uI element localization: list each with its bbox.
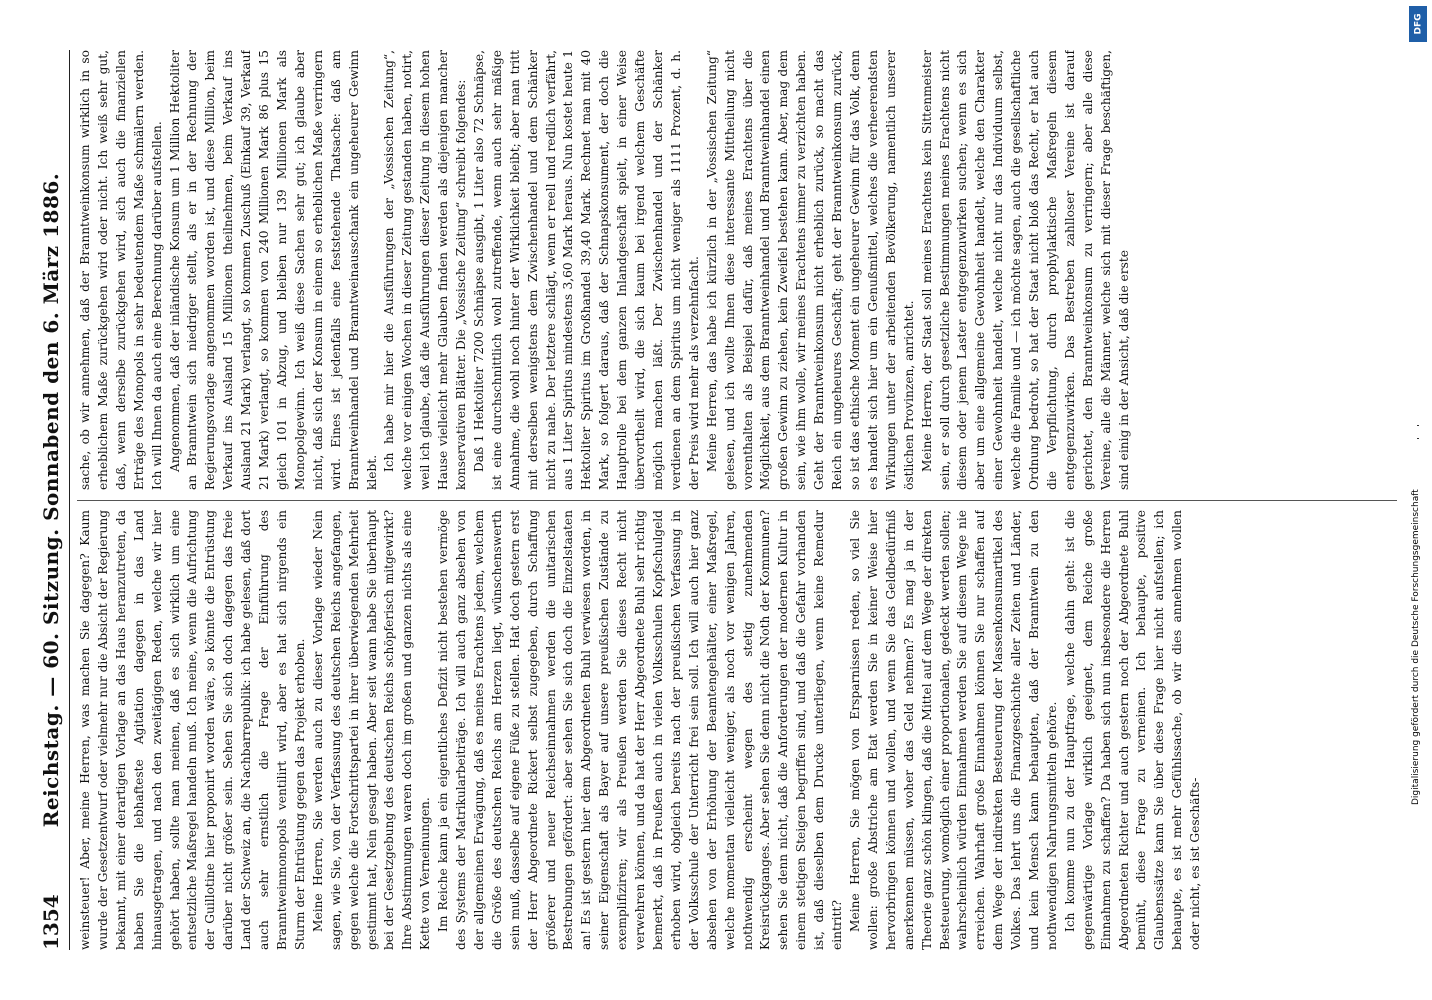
page-title: Reichstag. — 60. Sitzung. Sonnabend den 6. März 1886. (39, 172, 63, 828)
paragraph: Angenommen, daß der inländische Konsum um 1 Million Hektoliter an Branntwein sich niedriger stellt, als er in der Rechnung der Regierungsvorlage angenommen worden ist, und diese Million, beim Verkauf ins Ausland 15 Millionen theilnehmen, beim Verkauf ins Ausland 21 Mark) verlangt, so kommen Zuschuß (Einkauf 39, Verkauf 21 Mark) verlangt, so kommen von 240 Millionen Mark 86 plus 15 gleich 101 in Abzug, und bleiben nur 139 Millionen Mark als Monopolgewinn. Ich weiß diese Sachen sehr gut; ich glaube aber nicht, daß sich der Konsum in einem so erheblichen Maße verringern wird. Eines ist jedenfalls eine feststehende Thatsache: daß am Branntweinhandel und Branntweinausschank ein ungeheurer Gewinn klebt. (167, 50, 379, 490)
paragraph: Meine Herren, Sie werden auch zu dieser Vorlage wieder Nein sagen, wie Sie, von der Verfassung des deutschen Reichs angefangen, gegen welche die Fortschrittspartei in ihrer überwiegenden Mehrheit gestimmt hat, Nein gesagt haben. Aber seit wann habe Sie überhaupt bei der Gesetzgebung des deutschen Reichs schöpferisch mitgewirkt? Ihre Abstimmungen waren doch im großen und ganzen nichts als eine Kette von Verneinungen. (310, 510, 433, 950)
text-columns (77, 50, 1397, 950)
paragraph: weinsteuer! Aber, meine Herren, was machen Sie dagegen? Kaum wurde der Gesetzentwurf oder vielmehr nur die Absicht der Regierung bekannt, mit einer derartigen Vorlage an das Haus heranzutreten, da haben Sie die lebhafteste Agitation dagegen in das Land hinausgetragen, und nach den zweitägigen Reden, welche wir hier gehört haben, sollte man meinen, daß es sich wirklich um eine entsetzliche Maßregel handeln muß. Ich meine, wenn die Aufrichtung der Guillotine hier proponirt worden wäre, so könnte die Entrüstung darüber nicht größer sein. Sehen Sie sich doch dagegen das freie Land der Schweiz an, die Nachbarrepublik: ich habe gelesen, daß dort auch sehr ernstlich die Frage der Einführung des Branntweinmonopols ventilirt wird, aber es hat sich nirgends ein Sturm der Entrüstung gegen das Projekt erhoben. (78, 510, 307, 950)
page-number: 1354 (39, 894, 63, 950)
digitization-credit: Digitalisierung gefördert durch die Deutsche Forschungsgemeinschaft (1411, 489, 1421, 805)
left-column (77, 510, 1397, 950)
paragraph: Meine Herren, Sie mögen von Ersparnissen reden, so viel Sie wollen: große Abstriche am Etat werden Sie in keiner Weise hier hervorbringen können und wollen, und wenn Sie das Geldbedürfniß anerkennen müssen, woher das Geld nehmen? Es mag ja in der Theorie ganz schön klingen, daß die Mittel auf dem Wege der direkten Besteuerung, womöglich einer proportionalen, gedeckt werden sollen; wahrscheinlich würden Einnahmen werden Sie auf diesem Wege nie erreichen. Wahrhaft große Einnahmen können Sie nur schaffen auf dem Wege der indirekten Besteuerung der Massenkonsumartikel des Volkes. Das lehrt uns die Finanzgeschichte aller Zeiten und Länder, und kein Mensch kann behaupten, daß der Branntwein zu den nothwendigen Nahrungsmitteln gehöre. (847, 510, 1059, 950)
paragraph: Im Reiche kann ja ein eigentliches Defizit nicht bestehen vermöge des Systems der Matrikularbeiträge. Ich will auch ganz absehen von der allgemeinen Erwägung, daß es meines Erachtens jedem, welchem die Größe des deutschen Reichs am Herzen liegt, wünschenswerth sein muß, dasselbe auf eigene Füße zu stellen. Hat doch gestern erst der Herr Abgeordnete Rickert selbst zugegeben, durch Schaffung größerer und neuer Reichseinnahmen werden die unitarischen Bestrebungen gefördert: aber sehen Sie sich doch die Einzelstaaten an! Es ist gestern hier dem Abgeordneten Buhl verwiesen worden, in seiner Eigenschaft als Bayer auf unsere preußischen Zustände zu exemplifiziren; wir als Preußen werden Sie dieses Recht nicht verwehren können, und da hat der Herr Abgeordnete Buhl sehr richtig bemerkt, daß in Preußen auch in vielen Volksschulen Kopfschulgeld erhoben wird, obgleich bereits nach der preußischen Verfassung in der Volksschule der Unterricht frei sein soll. Ich will auch hier ganz absehen von der Erhöhung der Beamtengehälter, einer Maßregel, welche momentan vielleicht weniger, als noch vor wenigen Jahren, nothwendig erscheint wegen des stetig zunehmenden Kreisrückganges. Aber sehen Sie denn nicht die Noth der Kommunen? sehen Sie denn nicht, daß die Anforderungen der modernen Kultur in einem stetigen Steigen begriffen sind, und daß die Gefahr vorhanden ist, daß dieselben dem Drucke unterliegen, wenn keine Remedur eintritt? (436, 510, 845, 950)
paragraph: Daß 1 Hektoliter 7200 Schnäpse ausgibt, 1 Liter also 72 Schnäpse, ist eine durchschnittlich wohl zutreffende, wenn auch sehr mäßige Annahme, die wohl noch hinter der Wirklichkeit bleibt; aber man tritt mit derselben wenigstens dem Zwischenhandel und dem Schänker nicht zu nahe. Der letztere schlägt, wenn er reell und redlich verfährt, aus 1 Liter Spiritus mindestens 3,60 Mark heraus. Nun kostet heute 1 Hektoliter Spiritus im Großhandel 39,40 Mark. Rechnet man mit 40 Mark, so folgert daraus, daß der Schnapskonsument, der doch die Hauptrolle bei dem ganzen Inlandgeschäft spielt, in einer Weise übervortheilt wird, die sich kaum bei irgend welchem Geschäfte möglich machen läßt. Der Zwischenhandel und der Schänker verdienen an dem Spiritus um nicht weniger als 1111 Prozent, d. h. der Preis wird mehr als verzehnfacht. (471, 50, 701, 490)
right-column (77, 50, 1397, 490)
dfg-logo (1409, 6, 1427, 42)
page-header (35, 50, 70, 950)
digitization-credit-strip (1404, 0, 1428, 1000)
rotated-newspaper-page (21, 30, 1411, 970)
paragraph: Meine Herren, das habe ich kürzlich in der „Vossischen Zeitung“ gelesen, und ich wollte Ihnen diese interessante Mittheilung nicht vorenthalten als Beispiel dafür, daß meines Erachtens über die Möglichkeit, aus dem Branntweinhandel und Branntweinhandel einen großen Gewinn zu ziehen, kein Zweifel bestehen kann. Aber, mag dem sein, wie ihm wolle, wir meines Erachtens immer zu verzichten haben. Geht der Branntweinkonsum nicht erheblich zurück, so macht das Reich ein ungeheures Geschäft; geht der Branntweinkonsum zurück, so ist das ethische Moment ein ungeheurer Gewinn für das Volk, denn es handelt sich hier um ein Genußmittel, welches die verheerendsten Wirkungen unter der arbeitenden Bevölkerung, namentlich unserer östlichen Provinzen, anrichtet. (704, 50, 916, 490)
column-divider (77, 500, 1397, 501)
paragraph: Ich komme nun zu der Hauptfrage, welche dahin geht: ist die gegenwärtige Vorlage wirklich geeignet, dem Reiche große Einnahmen zu schaffen? Da haben sich nun insbesondere die Herren Abgeordneten Richter und auch gestern noch der Abgeordnete Buhl bemüht, diese Frage zu verneinen. Ich behaupte, positive Glaubenssätze kann Sie über diese Frage hier nicht aufstellen; ich behaupte, es ist mehr Gefühlssache, ob wir dies annehmen wollen oder nicht, es ist Geschäfts- (1062, 510, 1203, 950)
paragraph: Meine Herren, der Staat soll meines Erachtens kein Sittenmeister sein, er soll durch gesetzliche Bestimmungen meines Erachtens nicht diesem oder jenem Laster entgegenzuwirken suchen; wenn es sich aber um eine allgemeine Gewohnheit handelt, welche den Charakter einer Gewohnheit handelt, welche nicht nur das Individuum selbst, welche die Familie und — ich möchte sagen, auch die gesellschaftliche Ordnung bedroht, so hat der Staat nicht bloß das Recht, er hat auch die Verpflichtung, durch prophylaktische Maßregeln diesem entgegenzuwirken. Das Bestreben zahlloser Vereine ist darauf gerichtet, den Branntweinkonsum zu verringern; aber alle diese Vereine, alle die Männer, welche sich mit dieser Frage beschäftigen, sind einig in der Ansicht, daß die erste (919, 50, 1131, 490)
paragraph: Ich habe mir hier die Ausführungen der „Vossischen Zeitung“, welche vor einigen Wochen in dieser Zeitung gestanden haben, notirt, weil ich glaube, daß die Ausführungen dieser Zeitung in diesem hohen Hause vielleicht mehr Glauben finden werden als diejenigen mancher konservativen Blätter. Die „Vossische Zeitung“ schreibt folgendes: (382, 50, 469, 490)
paragraph: sache, ob wir annehmen, daß der Branntweinkonsum wirklich in so erheblichem Maße zurückgehen wird oder nicht. Ich weiß sehr gut, daß, wenn derselbe zurückgehen wird, sich auch die finanziellen Erträge des Monopols in sehr bedeutendem Maße schmälern werden. Ich will Ihnen da auch eine Berechnung darüber aufstellen. (78, 50, 164, 490)
dfg-logo-text: DFG (1413, 13, 1424, 35)
